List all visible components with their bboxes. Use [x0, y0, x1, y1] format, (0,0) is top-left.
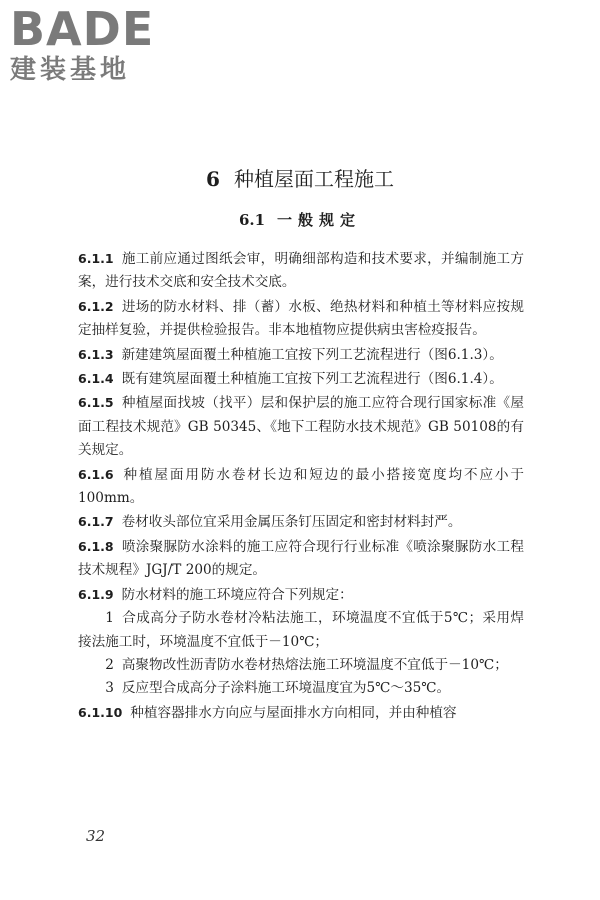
logo-subtitle: 建装基地	[10, 55, 131, 85]
clause-number: 6.1.1	[78, 251, 114, 266]
clause-6-1-6	[78, 463, 524, 511]
clause-number: 6.1.7	[78, 514, 114, 530]
section-title	[0, 210, 600, 230]
clause-number: 6.1.6	[78, 466, 114, 482]
clause-number: 6.1.10	[78, 704, 123, 720]
clause-number: 6.1.9	[78, 586, 114, 602]
clause-number: 6.1.2	[78, 298, 114, 314]
clause-text: 种植容器排水方向应与屋面排水方向相同，并由种植容	[130, 704, 457, 721]
clause-number: 6.1.5	[78, 395, 114, 411]
clause-text: 种植屋面找坡（找平）层和保护层的施工应符合现行国家标准《屋面工程技术规范》GB 50345、《地下工程防水技术规范》GB 50108的有关规定。	[78, 395, 524, 459]
clause-number: 6.1.3	[78, 346, 114, 362]
clause-text: 卷材收头部位宜采用金属压条钉压固定和密封材料封严。	[121, 514, 462, 531]
body-text	[78, 247, 524, 725]
section-number: 6.1	[238, 211, 266, 229]
clause-6-1-4	[78, 367, 524, 391]
chapter-title	[0, 166, 600, 192]
clause-6-1-10	[78, 701, 524, 725]
clause-6-1-8	[78, 535, 524, 583]
list-item	[78, 654, 524, 677]
clause-6-1-1	[78, 247, 524, 295]
list-item-text: 高聚物改性沥青防水卷材热熔法施工环境温度不宜低于－10℃；	[121, 656, 508, 673]
chapter-title-text: 种植屋面工程施工	[233, 167, 394, 191]
page-number: 32	[86, 827, 106, 845]
clause-text: 既有建筑屋面覆土种植施工宜按下列工艺流程进行（图6.1.4）。	[121, 371, 503, 388]
list-item-number: 2	[105, 656, 114, 673]
clause-text: 防水材料的施工环境应符合下列规定：	[121, 586, 353, 603]
clause-text: 进场的防水材料、排（蓄）水板、绝热材料和种植土等材料应按规定抽样复验，并提供检验报告。非本地植物应提供病虫害检疫报告。	[78, 298, 524, 339]
clause-6-1-9	[78, 583, 524, 607]
logo-brand-text: BADE	[10, 2, 155, 56]
brand-logo	[10, 4, 180, 86]
section-title-text: 一般规定	[277, 211, 362, 229]
clause-text: 新建建筑屋面覆土种植施工宜按下列工艺流程进行（图6.1.3）。	[121, 346, 503, 363]
list-item-text: 反应型合成高分子涂料施工环境温度宜为5℃～35℃。	[121, 680, 451, 697]
clause-text: 施工前应通过图纸会审，明确细部构造和技术要求，并编制施工方案，进行技术交底和安全技术交底。	[78, 251, 524, 291]
clause-6-1-7	[78, 510, 524, 534]
clause-6-1-2	[78, 295, 524, 343]
clause-6-1-5	[78, 391, 524, 462]
clause-text: 喷涂聚脲防水涂料的施工应符合现行行业标准《喷涂聚脲防水工程技术规程》JGJ/T 200的规定。	[78, 538, 524, 579]
clause-number: 6.1.8	[78, 538, 114, 554]
clause-text: 种植屋面用防水卷材长边和短边的最小搭接宽度均不应小于100mm。	[78, 466, 524, 507]
list-item-number: 3	[105, 680, 114, 697]
list-item-number: 1	[105, 610, 114, 627]
list-item	[78, 677, 524, 700]
chapter-number: 6	[206, 167, 220, 191]
list-item	[78, 607, 524, 654]
list-item-text: 合成高分子防水卷材冷粘法施工，环境温度不宜低于5℃；采用焊接法施工时，环境温度不宜低于－10℃；	[78, 610, 524, 650]
clause-number: 6.1.4	[78, 371, 114, 387]
clause-6-1-3	[78, 343, 524, 367]
